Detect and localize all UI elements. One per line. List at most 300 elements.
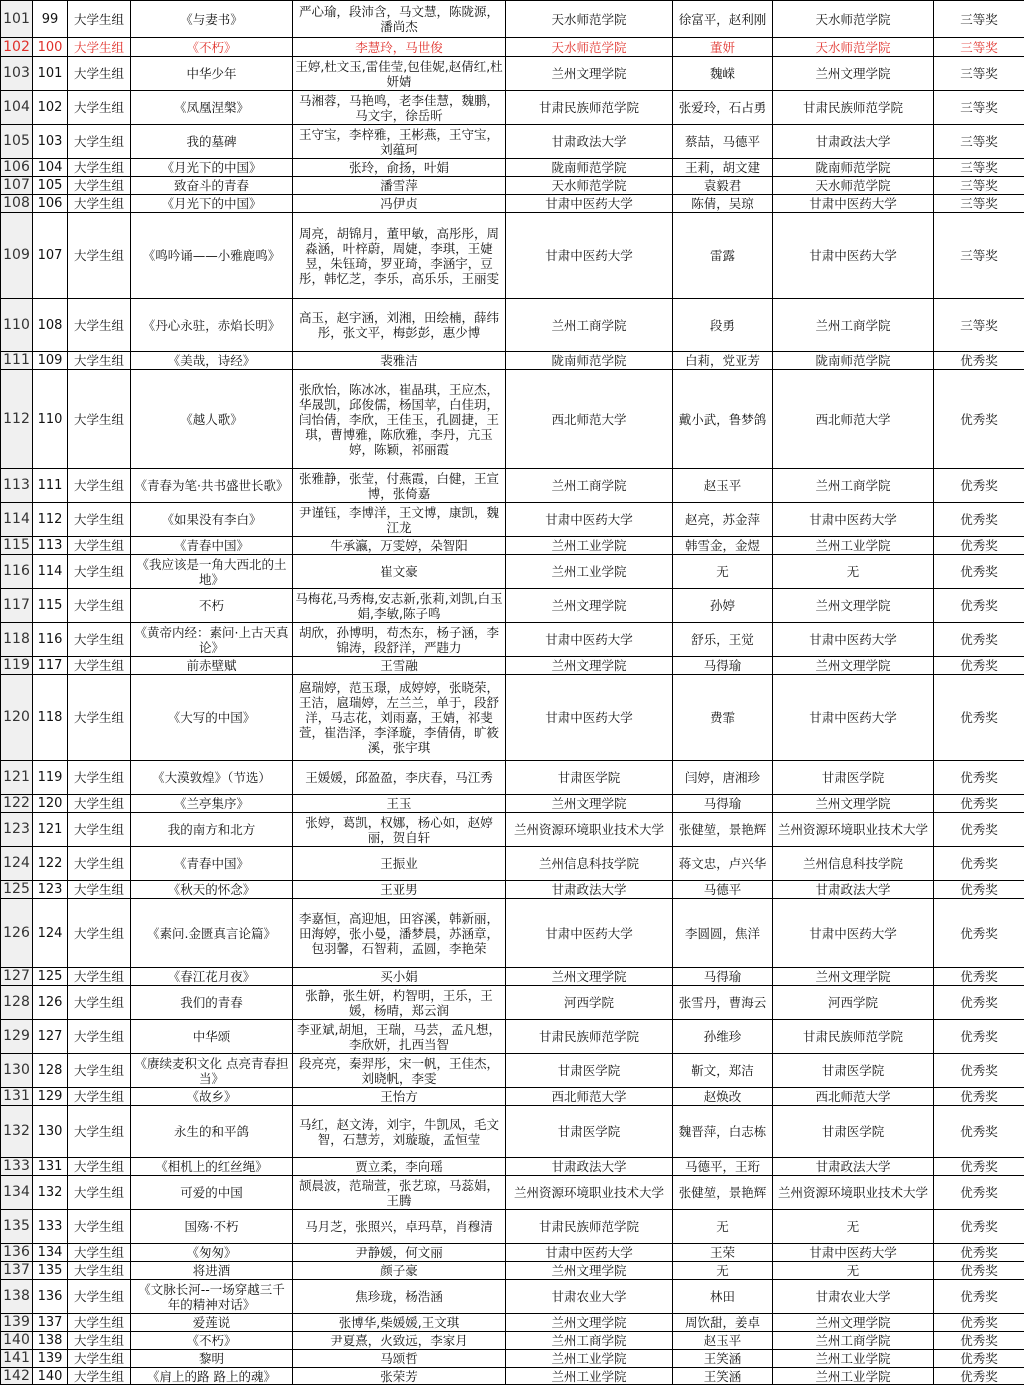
row-number-cell[interactable]: 104	[1, 91, 33, 125]
teachers-cell[interactable]: 戴小武，鲁梦鸽	[673, 370, 773, 469]
seq-cell[interactable]: 137	[33, 1314, 68, 1332]
school-cell[interactable]: 兰州工商学院	[506, 299, 673, 352]
title-cell[interactable]: 《相机上的红丝绳》	[131, 1158, 293, 1176]
group-cell[interactable]: 大学生组	[68, 91, 131, 125]
school-cell[interactable]: 兰州文理学院	[506, 1262, 673, 1280]
row-number-cell[interactable]: 114	[1, 503, 33, 537]
title-cell[interactable]: 《大写的中国》	[131, 675, 293, 761]
title-cell[interactable]: 《赓续麦积文化 点亮青春担当》	[131, 1054, 293, 1088]
school-cell[interactable]: 甘肃中医药大学	[506, 623, 673, 657]
org-cell[interactable]: 甘肃政法大学	[773, 881, 934, 899]
title-cell[interactable]: 《秋天的怀念》	[131, 881, 293, 899]
group-cell[interactable]: 大学生组	[68, 1210, 131, 1244]
seq-cell[interactable]: 104	[33, 159, 68, 177]
table-row[interactable]	[1, 370, 1024, 469]
org-cell[interactable]: 兰州信息科技学院	[773, 847, 934, 881]
row-number-cell[interactable]: 113	[1, 469, 33, 503]
org-cell[interactable]: 兰州文理学院	[773, 1314, 934, 1332]
row-number-cell[interactable]: 111	[1, 352, 33, 370]
group-cell[interactable]: 大学生组	[68, 370, 131, 469]
row-number-cell[interactable]: 142	[1, 1368, 33, 1385]
group-cell[interactable]: 大学生组	[68, 1, 131, 38]
teachers-cell[interactable]: 孙维珍	[673, 1020, 773, 1054]
teachers-cell[interactable]: 王笑涵	[673, 1350, 773, 1368]
row-number-cell[interactable]: 110	[1, 299, 33, 352]
teachers-cell[interactable]: 无	[673, 555, 773, 589]
org-cell[interactable]: 兰州文理学院	[773, 589, 934, 623]
award-cell[interactable]: 三等奖	[934, 159, 1024, 177]
teachers-cell[interactable]: 马得瑜	[673, 657, 773, 675]
table-row[interactable]	[1, 38, 1024, 57]
table-row[interactable]	[1, 1088, 1024, 1106]
title-cell[interactable]: 我们的青春	[131, 986, 293, 1020]
table-row[interactable]	[1, 1106, 1024, 1158]
teachers-cell[interactable]: 张雪丹，曹海云	[673, 986, 773, 1020]
row-number-cell[interactable]: 130	[1, 1054, 33, 1088]
title-cell[interactable]: 《鸣吟诵——小雅鹿鸣》	[131, 213, 293, 299]
org-cell[interactable]: 甘肃民族师范学院	[773, 91, 934, 125]
row-number-cell[interactable]: 136	[1, 1244, 33, 1262]
row-number-cell[interactable]: 135	[1, 1210, 33, 1244]
school-cell[interactable]: 甘肃民族师范学院	[506, 91, 673, 125]
school-cell[interactable]: 甘肃民族师范学院	[506, 1210, 673, 1244]
authors-cell[interactable]: 张博华,柴媛媛,王文琪	[293, 1314, 506, 1332]
school-cell[interactable]: 兰州工业学院	[506, 1350, 673, 1368]
org-cell[interactable]: 无	[773, 1262, 934, 1280]
seq-cell[interactable]: 108	[33, 299, 68, 352]
school-cell[interactable]: 甘肃中医药大学	[506, 899, 673, 968]
award-cell[interactable]: 优秀奖	[934, 1244, 1024, 1262]
org-cell[interactable]: 兰州工业学院	[773, 1368, 934, 1385]
group-cell[interactable]: 大学生组	[68, 1368, 131, 1385]
org-cell[interactable]: 天水师范学院	[773, 177, 934, 195]
group-cell[interactable]: 大学生组	[68, 1262, 131, 1280]
seq-cell[interactable]: 133	[33, 1210, 68, 1244]
group-cell[interactable]: 大学生组	[68, 1332, 131, 1350]
teachers-cell[interactable]: 魏嵘	[673, 57, 773, 91]
title-cell[interactable]: 《文脉长河--一场穿越三千年的精神对话》	[131, 1280, 293, 1314]
group-cell[interactable]: 大学生组	[68, 1106, 131, 1158]
school-cell[interactable]: 陇南师范学院	[506, 352, 673, 370]
org-cell[interactable]: 甘肃中医药大学	[773, 213, 934, 299]
award-cell[interactable]: 优秀奖	[934, 469, 1024, 503]
authors-cell[interactable]: 严心瑜，段沛含，马文慧，陈陇源，潘尚杰	[293, 1, 506, 38]
group-cell[interactable]: 大学生组	[68, 555, 131, 589]
seq-cell[interactable]: 139	[33, 1350, 68, 1368]
teachers-cell[interactable]: 闫婷，唐湘珍	[673, 761, 773, 795]
school-cell[interactable]: 甘肃农业大学	[506, 1280, 673, 1314]
seq-cell[interactable]: 116	[33, 623, 68, 657]
teachers-cell[interactable]: 张爱玲，石占勇	[673, 91, 773, 125]
authors-cell[interactable]: 裴雅洁	[293, 352, 506, 370]
org-cell[interactable]: 无	[773, 1210, 934, 1244]
table-row[interactable]	[1, 1262, 1024, 1280]
teachers-cell[interactable]: 段勇	[673, 299, 773, 352]
title-cell[interactable]: 《青春为笔·共书盛世长歌》	[131, 469, 293, 503]
group-cell[interactable]: 大学生组	[68, 1280, 131, 1314]
award-cell[interactable]: 优秀奖	[934, 589, 1024, 623]
group-cell[interactable]: 大学生组	[68, 813, 131, 847]
title-cell[interactable]: 《丹心永驻，赤焰长明》	[131, 299, 293, 352]
org-cell[interactable]: 兰州工业学院	[773, 1350, 934, 1368]
school-cell[interactable]: 兰州工业学院	[506, 555, 673, 589]
title-cell[interactable]: 不朽	[131, 589, 293, 623]
group-cell[interactable]: 大学生组	[68, 986, 131, 1020]
teachers-cell[interactable]: 王笑涵	[673, 1368, 773, 1385]
award-cell[interactable]: 三等奖	[934, 125, 1024, 159]
title-cell[interactable]: 《大漠敦煌》（节选）	[131, 761, 293, 795]
table-row[interactable]	[1, 555, 1024, 589]
award-cell[interactable]: 优秀奖	[934, 1158, 1024, 1176]
authors-cell[interactable]: 胡欣，孙博明，苟杰东，杨子涵，李锦涛，段舒洋，严韪力	[293, 623, 506, 657]
school-cell[interactable]: 兰州资源环境职业技术大学	[506, 813, 673, 847]
award-cell[interactable]: 优秀奖	[934, 761, 1024, 795]
org-cell[interactable]: 甘肃中医药大学	[773, 1244, 934, 1262]
award-cell[interactable]: 优秀奖	[934, 1332, 1024, 1350]
table-row[interactable]	[1, 968, 1024, 986]
row-number-cell[interactable]: 126	[1, 899, 33, 968]
seq-cell[interactable]: 136	[33, 1280, 68, 1314]
teachers-cell[interactable]: 张健堃，景艳辉	[673, 1176, 773, 1210]
school-cell[interactable]: 兰州文理学院	[506, 57, 673, 91]
org-cell[interactable]: 陇南师范学院	[773, 352, 934, 370]
seq-cell[interactable]: 125	[33, 968, 68, 986]
teachers-cell[interactable]: 林田	[673, 1280, 773, 1314]
school-cell[interactable]: 甘肃政法大学	[506, 881, 673, 899]
title-cell[interactable]: 前赤壁赋	[131, 657, 293, 675]
teachers-cell[interactable]: 李圆圆，焦洋	[673, 899, 773, 968]
title-cell[interactable]: 《我应该是一角大西北的土地》	[131, 555, 293, 589]
table-row[interactable]	[1, 57, 1024, 91]
table-row[interactable]	[1, 1020, 1024, 1054]
authors-cell[interactable]: 王婷,杜文玉,雷佳莹,包佳妮,赵倩红,杜妍婧	[293, 57, 506, 91]
seq-cell[interactable]: 123	[33, 881, 68, 899]
school-cell[interactable]: 天水师范学院	[506, 38, 673, 57]
row-number-cell[interactable]: 122	[1, 795, 33, 813]
award-cell[interactable]: 优秀奖	[934, 657, 1024, 675]
authors-cell[interactable]: 马红，赵文涛，刘宇，牛凯凤，毛文智，石慧芳，刘璇璇，孟恒莹	[293, 1106, 506, 1158]
org-cell[interactable]: 陇南师范学院	[773, 159, 934, 177]
org-cell[interactable]: 甘肃政法大学	[773, 125, 934, 159]
award-cell[interactable]: 优秀奖	[934, 1054, 1024, 1088]
authors-cell[interactable]: 冯伊贞	[293, 195, 506, 213]
table-row[interactable]	[1, 1332, 1024, 1350]
row-number-cell[interactable]: 129	[1, 1020, 33, 1054]
award-cell[interactable]: 三等奖	[934, 1, 1024, 38]
teachers-cell[interactable]: 赵焕改	[673, 1088, 773, 1106]
table-row[interactable]	[1, 177, 1024, 195]
title-cell[interactable]: 《春江花月夜》	[131, 968, 293, 986]
seq-cell[interactable]: 110	[33, 370, 68, 469]
award-cell[interactable]: 优秀奖	[934, 675, 1024, 761]
org-cell[interactable]: 兰州工商学院	[773, 469, 934, 503]
table-row[interactable]	[1, 623, 1024, 657]
row-number-cell[interactable]: 133	[1, 1158, 33, 1176]
teachers-cell[interactable]: 陈倩，吴琼	[673, 195, 773, 213]
award-cell[interactable]: 优秀奖	[934, 503, 1024, 537]
authors-cell[interactable]: 周亮，胡锦月，董甲敏，高彤彤，周淼涵，叶梓蔚，周婕，李琪，王婕昱，朱钰琦，罗亚琦，李涵宇，豆彤，韩忆芝，李乐，高乐乐，王丽雯	[293, 213, 506, 299]
school-cell[interactable]: 甘肃医学院	[506, 761, 673, 795]
teachers-cell[interactable]: 白莉，党亚芳	[673, 352, 773, 370]
authors-cell[interactable]: 高玉，赵宇涵，刘湘，田绘楠，薛纬彤，张文平，梅彭彭，惠少博	[293, 299, 506, 352]
row-number-cell[interactable]: 139	[1, 1314, 33, 1332]
group-cell[interactable]: 大学生组	[68, 503, 131, 537]
school-cell[interactable]: 兰州文理学院	[506, 1314, 673, 1332]
school-cell[interactable]: 兰州工业学院	[506, 537, 673, 555]
org-cell[interactable]: 天水师范学院	[773, 1, 934, 38]
table-row[interactable]	[1, 1244, 1024, 1262]
row-number-cell[interactable]: 123	[1, 813, 33, 847]
group-cell[interactable]: 大学生组	[68, 195, 131, 213]
authors-cell[interactable]: 牛承瀛，万雯婷，朵智阳	[293, 537, 506, 555]
title-cell[interactable]: 《美哉，诗经》	[131, 352, 293, 370]
award-cell[interactable]: 优秀奖	[934, 986, 1024, 1020]
school-cell[interactable]: 甘肃民族师范学院	[506, 1020, 673, 1054]
table-row[interactable]	[1, 537, 1024, 555]
group-cell[interactable]: 大学生组	[68, 177, 131, 195]
group-cell[interactable]: 大学生组	[68, 881, 131, 899]
school-cell[interactable]: 兰州文理学院	[506, 589, 673, 623]
table-row[interactable]	[1, 813, 1024, 847]
authors-cell[interactable]: 王玉	[293, 795, 506, 813]
org-cell[interactable]: 甘肃民族师范学院	[773, 1020, 934, 1054]
authors-cell[interactable]: 王雪融	[293, 657, 506, 675]
award-cell[interactable]: 三等奖	[934, 299, 1024, 352]
table-row[interactable]	[1, 589, 1024, 623]
teachers-cell[interactable]: 马得瑜	[673, 968, 773, 986]
seq-cell[interactable]: 99	[33, 1, 68, 38]
title-cell[interactable]: 《如果没有李白》	[131, 503, 293, 537]
award-cell[interactable]: 优秀奖	[934, 1314, 1024, 1332]
group-cell[interactable]: 大学生组	[68, 1054, 131, 1088]
table-row[interactable]	[1, 159, 1024, 177]
seq-cell[interactable]: 129	[33, 1088, 68, 1106]
authors-cell[interactable]: 张欣怡，陈冰冰，崔晶琪，王应杰，华晟凯，邱俊儒，杨国苹，白佳玥，闫怡倩，李欣，王佳玉，孔圆捷，王琪，曹博雅，陈欣雅，李丹，亢玉婷，陈颖，祁丽霞	[293, 370, 506, 469]
school-cell[interactable]: 西北师范大学	[506, 1088, 673, 1106]
title-cell[interactable]: 《月光下的中国》	[131, 159, 293, 177]
seq-cell[interactable]: 113	[33, 537, 68, 555]
authors-cell[interactable]: 尹夏熹，火致远，李家月	[293, 1332, 506, 1350]
seq-cell[interactable]: 109	[33, 352, 68, 370]
school-cell[interactable]: 甘肃中医药大学	[506, 195, 673, 213]
table-row[interactable]	[1, 1210, 1024, 1244]
table-row[interactable]	[1, 352, 1024, 370]
teachers-cell[interactable]: 雷露	[673, 213, 773, 299]
seq-cell[interactable]: 102	[33, 91, 68, 125]
teachers-cell[interactable]: 无	[673, 1262, 773, 1280]
title-cell[interactable]: 致奋斗的青春	[131, 177, 293, 195]
group-cell[interactable]: 大学生组	[68, 1314, 131, 1332]
award-cell[interactable]: 优秀奖	[934, 370, 1024, 469]
table-row[interactable]	[1, 1350, 1024, 1368]
group-cell[interactable]: 大学生组	[68, 968, 131, 986]
seq-cell[interactable]: 132	[33, 1176, 68, 1210]
row-number-cell[interactable]: 117	[1, 589, 33, 623]
row-number-cell[interactable]: 118	[1, 623, 33, 657]
teachers-cell[interactable]: 舒乐，王觉	[673, 623, 773, 657]
row-number-cell[interactable]: 103	[1, 57, 33, 91]
row-number-cell[interactable]: 120	[1, 675, 33, 761]
award-cell[interactable]: 优秀奖	[934, 968, 1024, 986]
table-row[interactable]	[1, 1, 1024, 38]
table-row[interactable]	[1, 986, 1024, 1020]
teachers-cell[interactable]: 魏晋萍，白志栋	[673, 1106, 773, 1158]
table-row[interactable]	[1, 847, 1024, 881]
award-cell[interactable]: 优秀奖	[934, 1280, 1024, 1314]
seq-cell[interactable]: 118	[33, 675, 68, 761]
title-cell[interactable]: 《匆匆》	[131, 1244, 293, 1262]
table-row[interactable]	[1, 213, 1024, 299]
award-cell[interactable]: 三等奖	[934, 38, 1024, 57]
row-number-cell[interactable]: 116	[1, 555, 33, 589]
authors-cell[interactable]: 焦珍珑，杨浩涵	[293, 1280, 506, 1314]
row-number-cell[interactable]: 106	[1, 159, 33, 177]
group-cell[interactable]: 大学生组	[68, 899, 131, 968]
title-cell[interactable]: 《青春中国》	[131, 847, 293, 881]
row-number-cell[interactable]: 108	[1, 195, 33, 213]
school-cell[interactable]: 甘肃医学院	[506, 1054, 673, 1088]
org-cell[interactable]: 甘肃农业大学	[773, 1280, 934, 1314]
award-cell[interactable]: 三等奖	[934, 213, 1024, 299]
seq-cell[interactable]: 135	[33, 1262, 68, 1280]
group-cell[interactable]: 大学生组	[68, 213, 131, 299]
seq-cell[interactable]: 138	[33, 1332, 68, 1350]
school-cell[interactable]: 甘肃中医药大学	[506, 213, 673, 299]
seq-cell[interactable]: 101	[33, 57, 68, 91]
org-cell[interactable]: 甘肃医学院	[773, 1106, 934, 1158]
title-cell[interactable]: 《素问.金匮真言论篇》	[131, 899, 293, 968]
award-cell[interactable]: 优秀奖	[934, 795, 1024, 813]
table-row[interactable]	[1, 1054, 1024, 1088]
title-cell[interactable]: 《故乡》	[131, 1088, 293, 1106]
award-cell[interactable]: 三等奖	[934, 195, 1024, 213]
authors-cell[interactable]: 马颂哲	[293, 1350, 506, 1368]
row-number-cell[interactable]: 112	[1, 370, 33, 469]
school-cell[interactable]: 河西学院	[506, 986, 673, 1020]
row-number-cell[interactable]: 125	[1, 881, 33, 899]
school-cell[interactable]: 兰州文理学院	[506, 968, 673, 986]
award-cell[interactable]: 优秀奖	[934, 1088, 1024, 1106]
seq-cell[interactable]: 115	[33, 589, 68, 623]
title-cell[interactable]: 《青春中国》	[131, 537, 293, 555]
group-cell[interactable]: 大学生组	[68, 38, 131, 57]
org-cell[interactable]: 兰州文理学院	[773, 968, 934, 986]
title-cell[interactable]: 《兰亭集序》	[131, 795, 293, 813]
group-cell[interactable]: 大学生组	[68, 352, 131, 370]
title-cell[interactable]: 我的南方和北方	[131, 813, 293, 847]
group-cell[interactable]: 大学生组	[68, 589, 131, 623]
group-cell[interactable]: 大学生组	[68, 57, 131, 91]
teachers-cell[interactable]: 王荣	[673, 1244, 773, 1262]
award-cell[interactable]: 优秀奖	[934, 1020, 1024, 1054]
title-cell[interactable]: 可爱的中国	[131, 1176, 293, 1210]
table-row[interactable]	[1, 881, 1024, 899]
row-number-cell[interactable]: 102	[1, 38, 33, 57]
seq-cell[interactable]: 124	[33, 899, 68, 968]
school-cell[interactable]: 西北师范大学	[506, 370, 673, 469]
org-cell[interactable]: 甘肃医学院	[773, 761, 934, 795]
row-number-cell[interactable]: 138	[1, 1280, 33, 1314]
seq-cell[interactable]: 114	[33, 555, 68, 589]
row-number-cell[interactable]: 109	[1, 213, 33, 299]
authors-cell[interactable]: 马梅花,马秀梅,安志新,张莉,刘凯,白玉娟,李敏,陈子鸣	[293, 589, 506, 623]
award-cell[interactable]: 三等奖	[934, 57, 1024, 91]
seq-cell[interactable]: 119	[33, 761, 68, 795]
org-cell[interactable]: 兰州资源环境职业技术大学	[773, 813, 934, 847]
school-cell[interactable]: 兰州文理学院	[506, 795, 673, 813]
school-cell[interactable]: 天水师范学院	[506, 1, 673, 38]
school-cell[interactable]: 天水师范学院	[506, 177, 673, 195]
authors-cell[interactable]: 王亚男	[293, 881, 506, 899]
org-cell[interactable]: 西北师范大学	[773, 370, 934, 469]
row-number-cell[interactable]: 121	[1, 761, 33, 795]
school-cell[interactable]: 陇南师范学院	[506, 159, 673, 177]
title-cell[interactable]: 《不朽》	[131, 1332, 293, 1350]
school-cell[interactable]: 甘肃中医药大学	[506, 1244, 673, 1262]
authors-cell[interactable]: 尹谨钰，李博洋，王文博，康凯，魏江龙	[293, 503, 506, 537]
row-number-cell[interactable]: 128	[1, 986, 33, 1020]
group-cell[interactable]: 大学生组	[68, 761, 131, 795]
title-cell[interactable]: 《越人歌》	[131, 370, 293, 469]
org-cell[interactable]: 无	[773, 555, 934, 589]
seq-cell[interactable]: 120	[33, 795, 68, 813]
authors-cell[interactable]: 李嘉恒，高迎旭，田容溪，韩新丽，田海婷，张小曼，潘梦晨，苏涵章，包羽馨，石智莉，孟圆，李艳荣	[293, 899, 506, 968]
seq-cell[interactable]: 122	[33, 847, 68, 881]
teachers-cell[interactable]: 马得瑜	[673, 795, 773, 813]
row-number-cell[interactable]: 105	[1, 125, 33, 159]
award-cell[interactable]: 优秀奖	[934, 1368, 1024, 1385]
title-cell[interactable]: 国殇·不朽	[131, 1210, 293, 1244]
org-cell[interactable]: 西北师范大学	[773, 1088, 934, 1106]
group-cell[interactable]: 大学生组	[68, 125, 131, 159]
row-number-cell[interactable]: 137	[1, 1262, 33, 1280]
seq-cell[interactable]: 105	[33, 177, 68, 195]
teachers-cell[interactable]: 无	[673, 1210, 773, 1244]
authors-cell[interactable]: 张静，张生妍，杓智明，王乐，王媛，杨晴，郑云润	[293, 986, 506, 1020]
row-number-cell[interactable]: 134	[1, 1176, 33, 1210]
school-cell[interactable]: 兰州文理学院	[506, 657, 673, 675]
table-row[interactable]	[1, 899, 1024, 968]
seq-cell[interactable]: 140	[33, 1368, 68, 1385]
school-cell[interactable]: 甘肃医学院	[506, 1106, 673, 1158]
school-cell[interactable]: 甘肃政法大学	[506, 1158, 673, 1176]
org-cell[interactable]: 兰州工业学院	[773, 537, 934, 555]
authors-cell[interactable]: 王振业	[293, 847, 506, 881]
authors-cell[interactable]: 颉晨波，范瑞萱，张艺琼，马蕊娟，王腾	[293, 1176, 506, 1210]
org-cell[interactable]: 甘肃中医药大学	[773, 675, 934, 761]
school-cell[interactable]: 兰州信息科技学院	[506, 847, 673, 881]
table-row[interactable]	[1, 195, 1024, 213]
teachers-cell[interactable]: 赵亮，苏金萍	[673, 503, 773, 537]
row-number-cell[interactable]: 115	[1, 537, 33, 555]
org-cell[interactable]: 甘肃中医药大学	[773, 195, 934, 213]
table-row[interactable]	[1, 125, 1024, 159]
seq-cell[interactable]: 126	[33, 986, 68, 1020]
title-cell[interactable]: 中华少年	[131, 57, 293, 91]
seq-cell[interactable]: 130	[33, 1106, 68, 1158]
row-number-cell[interactable]: 141	[1, 1350, 33, 1368]
title-cell[interactable]: 将进酒	[131, 1262, 293, 1280]
award-cell[interactable]: 优秀奖	[934, 847, 1024, 881]
teachers-cell[interactable]: 王莉，胡文建	[673, 159, 773, 177]
row-number-cell[interactable]: 119	[1, 657, 33, 675]
row-number-cell[interactable]: 132	[1, 1106, 33, 1158]
award-cell[interactable]: 三等奖	[934, 177, 1024, 195]
group-cell[interactable]: 大学生组	[68, 657, 131, 675]
org-cell[interactable]: 兰州工商学院	[773, 1332, 934, 1350]
seq-cell[interactable]: 128	[33, 1054, 68, 1088]
row-number-cell[interactable]: 140	[1, 1332, 33, 1350]
